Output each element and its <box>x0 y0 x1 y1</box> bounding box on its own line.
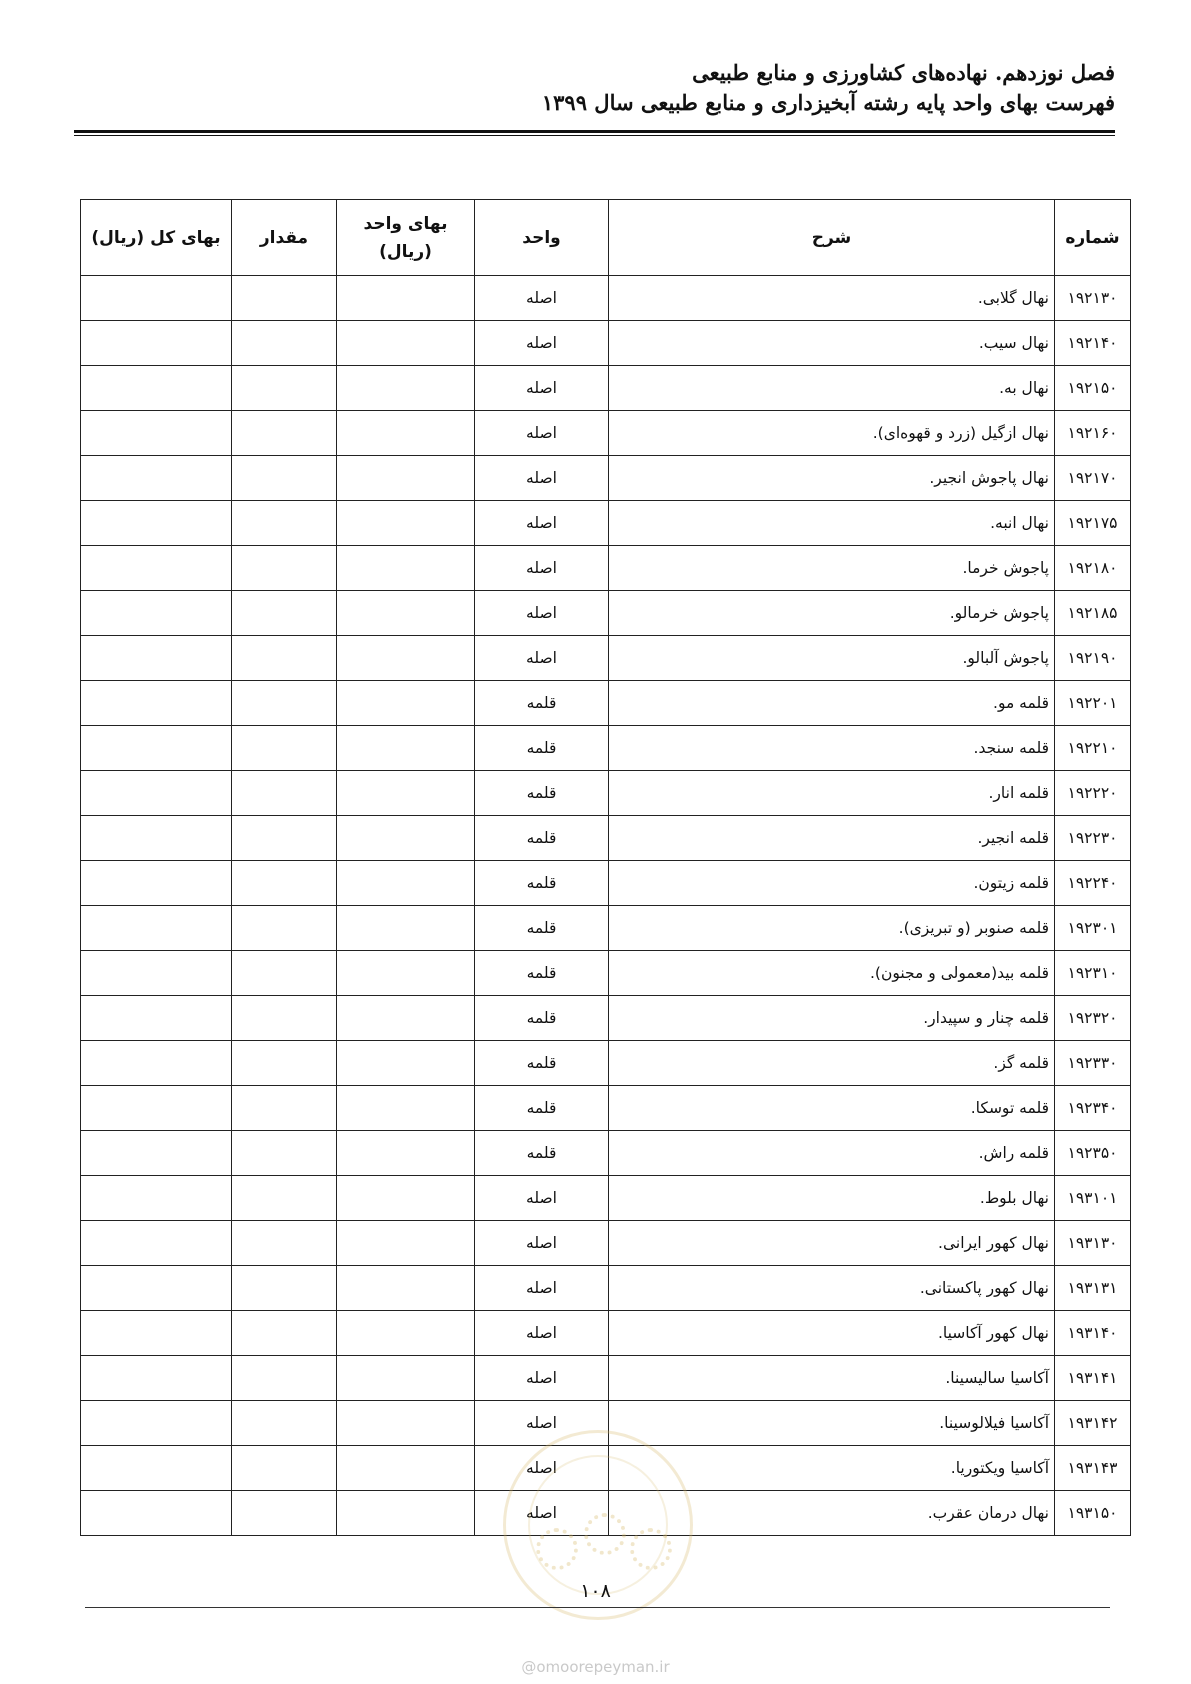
item-unit: اصله <box>475 1176 609 1221</box>
item-total-price <box>81 1401 232 1446</box>
item-quantity <box>232 1131 337 1176</box>
item-quantity <box>232 726 337 771</box>
item-description: نهال درمان عقرب. <box>609 1491 1055 1536</box>
table-row <box>81 1221 1131 1266</box>
item-quantity <box>232 1311 337 1356</box>
item-quantity <box>232 636 337 681</box>
item-unit-price <box>337 1356 475 1401</box>
header-rule-thin <box>74 135 1115 136</box>
item-quantity <box>232 366 337 411</box>
table-row <box>81 1041 1131 1086</box>
table-row <box>81 1086 1131 1131</box>
table-row <box>81 591 1131 636</box>
item-unit: اصله <box>475 456 609 501</box>
item-quantity <box>232 276 337 321</box>
item-total-price <box>81 681 232 726</box>
item-unit-price <box>337 1086 475 1131</box>
item-description: پاجوش خرما. <box>609 546 1055 591</box>
item-quantity <box>232 1491 337 1536</box>
item-unit-price <box>337 681 475 726</box>
item-quantity <box>232 456 337 501</box>
item-unit-price <box>337 771 475 816</box>
item-description: قلمه انار. <box>609 771 1055 816</box>
item-number: ۱۹۲۱۷۵ <box>1055 501 1131 546</box>
item-number: ۱۹۲۱۷۰ <box>1055 456 1131 501</box>
item-unit-price <box>337 456 475 501</box>
table-row <box>81 456 1131 501</box>
item-description: قلمه زیتون. <box>609 861 1055 906</box>
item-quantity <box>232 861 337 906</box>
col-header-unit: واحد <box>475 200 609 276</box>
item-quantity <box>232 1401 337 1446</box>
item-quantity <box>232 321 337 366</box>
item-unit: قلمه <box>475 996 609 1041</box>
item-unit: اصله <box>475 411 609 456</box>
item-unit: قلمه <box>475 1041 609 1086</box>
item-unit-price <box>337 1491 475 1536</box>
item-total-price <box>81 1311 232 1356</box>
item-number: ۱۹۲۲۳۰ <box>1055 816 1131 861</box>
item-quantity <box>232 771 337 816</box>
item-number: ۱۹۳۱۳۰ <box>1055 1221 1131 1266</box>
item-total-price <box>81 1131 232 1176</box>
item-unit-price <box>337 1446 475 1491</box>
item-unit-price <box>337 501 475 546</box>
table-row <box>81 501 1131 546</box>
item-quantity <box>232 951 337 996</box>
table-row <box>81 546 1131 591</box>
item-number: ۱۹۲۱۴۰ <box>1055 321 1131 366</box>
item-quantity <box>232 546 337 591</box>
item-unit-price <box>337 591 475 636</box>
table-row <box>81 366 1131 411</box>
item-description: قلمه مو. <box>609 681 1055 726</box>
item-total-price <box>81 501 232 546</box>
item-description: نهال بلوط. <box>609 1176 1055 1221</box>
item-quantity <box>232 906 337 951</box>
item-total-price <box>81 456 232 501</box>
table-row <box>81 636 1131 681</box>
item-description: نهال انبه. <box>609 501 1055 546</box>
item-total-price <box>81 591 232 636</box>
item-number: ۱۹۳۱۳۱ <box>1055 1266 1131 1311</box>
item-number: ۱۹۲۳۴۰ <box>1055 1086 1131 1131</box>
item-number: ۱۹۳۱۴۲ <box>1055 1401 1131 1446</box>
table-body <box>81 276 1131 1536</box>
item-quantity <box>232 591 337 636</box>
item-number: ۱۹۲۱۵۰ <box>1055 366 1131 411</box>
item-number: ۱۹۲۳۳۰ <box>1055 1041 1131 1086</box>
item-number: ۱۹۲۲۲۰ <box>1055 771 1131 816</box>
item-quantity <box>232 1446 337 1491</box>
item-number: ۱۹۲۳۵۰ <box>1055 1131 1131 1176</box>
item-quantity <box>232 1086 337 1131</box>
item-description: نهال گلابی. <box>609 276 1055 321</box>
item-unit-price <box>337 1221 475 1266</box>
item-number: ۱۹۲۲۱۰ <box>1055 726 1131 771</box>
item-total-price <box>81 411 232 456</box>
col-header-description: شرح <box>609 200 1055 276</box>
item-unit-price <box>337 1041 475 1086</box>
table-row <box>81 771 1131 816</box>
item-quantity <box>232 1356 337 1401</box>
item-description: نهال کهور پاکستانی. <box>609 1266 1055 1311</box>
item-unit-price <box>337 1176 475 1221</box>
item-description: نهال کهور ایرانی. <box>609 1221 1055 1266</box>
table-row <box>81 1401 1131 1446</box>
item-total-price <box>81 1041 232 1086</box>
table-row <box>81 996 1131 1041</box>
item-total-price <box>81 366 232 411</box>
item-unit-price <box>337 996 475 1041</box>
item-description: آکاسیا سالیسینا. <box>609 1356 1055 1401</box>
table-row <box>81 861 1131 906</box>
item-unit-price <box>337 546 475 591</box>
item-unit: اصله <box>475 1446 609 1491</box>
item-unit: قلمه <box>475 906 609 951</box>
item-number: ۱۹۳۱۰۱ <box>1055 1176 1131 1221</box>
table-header-row <box>81 200 1131 276</box>
item-total-price <box>81 861 232 906</box>
table-row <box>81 1311 1131 1356</box>
item-unit-price <box>337 411 475 456</box>
table-row <box>81 1176 1131 1221</box>
item-quantity <box>232 501 337 546</box>
item-number: ۱۹۲۳۲۰ <box>1055 996 1131 1041</box>
item-number: ۱۹۲۳۰۱ <box>1055 906 1131 951</box>
table-row <box>81 1131 1131 1176</box>
col-header-number: شماره <box>1055 200 1131 276</box>
watermark-website: @omoorepeyman.ir <box>521 1658 670 1676</box>
item-quantity <box>232 1221 337 1266</box>
item-unit: قلمه <box>475 951 609 996</box>
table-row <box>81 321 1131 366</box>
item-number: ۱۹۲۱۹۰ <box>1055 636 1131 681</box>
item-quantity <box>232 816 337 861</box>
page-number: ۱۰۸ <box>580 1580 611 1602</box>
footer-rule <box>85 1607 1110 1608</box>
item-description: قلمه گز. <box>609 1041 1055 1086</box>
item-unit-price <box>337 636 475 681</box>
item-number: ۱۹۲۱۶۰ <box>1055 411 1131 456</box>
table-row <box>81 726 1131 771</box>
item-total-price <box>81 546 232 591</box>
item-total-price <box>81 1446 232 1491</box>
item-unit-price <box>337 1266 475 1311</box>
table-row <box>81 1266 1131 1311</box>
table-row <box>81 1446 1131 1491</box>
item-description: نهال پاجوش انجیر. <box>609 456 1055 501</box>
header-rule-thick <box>74 130 1115 133</box>
item-number: ۱۹۳۱۴۰ <box>1055 1311 1131 1356</box>
item-description: پاجوش آلبالو. <box>609 636 1055 681</box>
item-description: قلمه توسکا. <box>609 1086 1055 1131</box>
item-unit: اصله <box>475 1356 609 1401</box>
item-unit-price <box>337 816 475 861</box>
item-description: قلمه صنوبر (و تبریزی). <box>609 906 1055 951</box>
item-description: قلمه راش. <box>609 1131 1055 1176</box>
item-quantity <box>232 996 337 1041</box>
item-quantity <box>232 681 337 726</box>
page-header <box>74 58 1115 118</box>
item-total-price <box>81 636 232 681</box>
item-total-price <box>81 1356 232 1401</box>
item-unit: اصله <box>475 1491 609 1536</box>
item-description: پاجوش خرمالو. <box>609 591 1055 636</box>
item-total-price <box>81 1266 232 1311</box>
table-row <box>81 1356 1131 1401</box>
item-description: نهال به. <box>609 366 1055 411</box>
item-unit-price <box>337 1401 475 1446</box>
item-number: ۱۹۲۱۸۵ <box>1055 591 1131 636</box>
item-total-price <box>81 906 232 951</box>
document-title: فهرست بهای واحد پایه رشته آبخیزداری و منابع طبیعی سال ۱۳۹۹ <box>541 90 1115 115</box>
item-unit: اصله <box>475 1311 609 1356</box>
item-total-price <box>81 321 232 366</box>
item-unit: قلمه <box>475 771 609 816</box>
item-unit: اصله <box>475 591 609 636</box>
item-total-price <box>81 1491 232 1536</box>
item-number: ۱۹۲۱۳۰ <box>1055 276 1131 321</box>
item-number: ۱۹۳۱۴۱ <box>1055 1356 1131 1401</box>
item-unit: قلمه <box>475 726 609 771</box>
item-unit-price <box>337 726 475 771</box>
item-unit: قلمه <box>475 1131 609 1176</box>
item-total-price <box>81 951 232 996</box>
item-description: قلمه انجیر. <box>609 816 1055 861</box>
item-unit: اصله <box>475 1266 609 1311</box>
item-description: قلمه چنار و سپیدار. <box>609 996 1055 1041</box>
item-unit: قلمه <box>475 861 609 906</box>
item-description: نهال کهور آکاسیا. <box>609 1311 1055 1356</box>
col-header-quantity: مقدار <box>232 200 337 276</box>
table-row <box>81 951 1131 996</box>
table-row <box>81 1491 1131 1536</box>
item-unit-price <box>337 1131 475 1176</box>
col-header-unit-price: بهای واحد (ریال) <box>337 200 475 276</box>
item-description: نهال سیب. <box>609 321 1055 366</box>
item-total-price <box>81 1086 232 1131</box>
item-description: آکاسیا فیلالوسینا. <box>609 1401 1055 1446</box>
item-number: ۱۹۳۱۵۰ <box>1055 1491 1131 1536</box>
item-total-price <box>81 1176 232 1221</box>
table-row <box>81 411 1131 456</box>
item-unit-price <box>337 321 475 366</box>
item-unit-price <box>337 366 475 411</box>
item-quantity <box>232 1176 337 1221</box>
item-unit: قلمه <box>475 1086 609 1131</box>
chapter-title: فصل نوزدهم. نهاده‌های کشاورزی و منابع طبیعی <box>692 60 1115 85</box>
item-total-price <box>81 816 232 861</box>
item-quantity <box>232 1041 337 1086</box>
item-unit: اصله <box>475 501 609 546</box>
item-unit: اصله <box>475 321 609 366</box>
item-unit-price <box>337 951 475 996</box>
item-unit: اصله <box>475 276 609 321</box>
item-quantity <box>232 411 337 456</box>
table-row <box>81 906 1131 951</box>
item-unit: اصله <box>475 1221 609 1266</box>
item-description: قلمه بید(معمولی و مجنون). <box>609 951 1055 996</box>
item-unit: اصله <box>475 546 609 591</box>
item-number: ۱۹۲۱۸۰ <box>1055 546 1131 591</box>
item-unit-price <box>337 906 475 951</box>
item-total-price <box>81 996 232 1041</box>
item-number: ۱۹۲۲۰۱ <box>1055 681 1131 726</box>
item-description: آکاسیا ویکتوریا. <box>609 1446 1055 1491</box>
item-unit: اصله <box>475 1401 609 1446</box>
item-number: ۱۹۲۳۱۰ <box>1055 951 1131 996</box>
table-row <box>81 276 1131 321</box>
table-row <box>81 681 1131 726</box>
item-unit: اصله <box>475 636 609 681</box>
item-number: ۱۹۲۲۴۰ <box>1055 861 1131 906</box>
item-total-price <box>81 771 232 816</box>
item-description: قلمه سنجد. <box>609 726 1055 771</box>
item-total-price <box>81 726 232 771</box>
item-description: نهال ازگیل (زرد و قهوه‌ای). <box>609 411 1055 456</box>
item-unit: قلمه <box>475 681 609 726</box>
item-total-price <box>81 276 232 321</box>
col-header-total-price: بهای کل (ریال) <box>81 200 232 276</box>
item-number: ۱۹۳۱۴۳ <box>1055 1446 1131 1491</box>
item-unit: قلمه <box>475 816 609 861</box>
item-unit: اصله <box>475 366 609 411</box>
item-quantity <box>232 1266 337 1311</box>
table-row <box>81 816 1131 861</box>
item-unit-price <box>337 276 475 321</box>
item-total-price <box>81 1221 232 1266</box>
item-unit-price <box>337 1311 475 1356</box>
price-list-table <box>80 199 1131 1536</box>
item-unit-price <box>337 861 475 906</box>
